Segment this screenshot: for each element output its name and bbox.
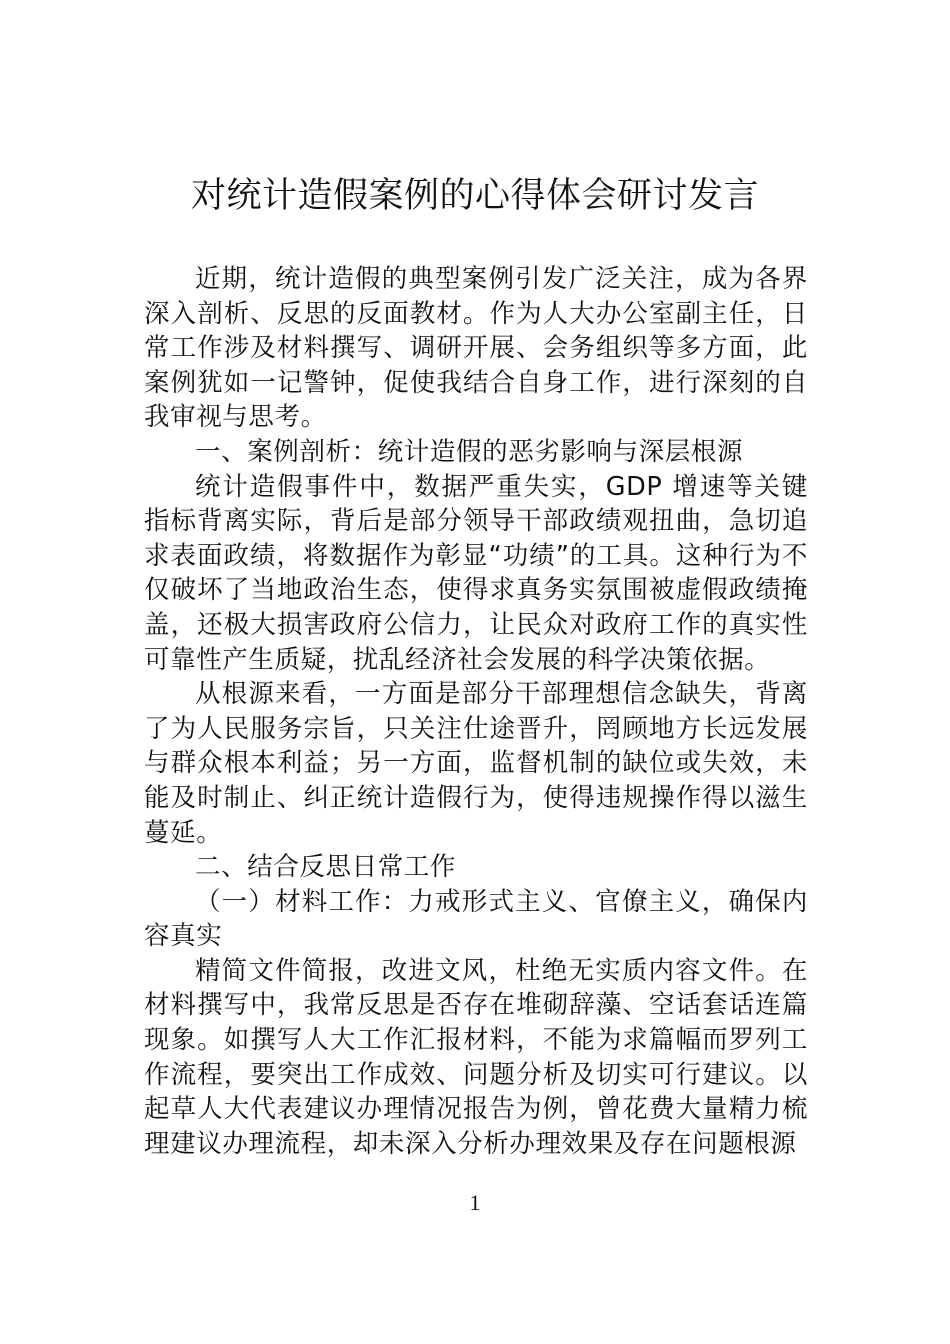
document-title: 对统计造假案例的心得体会研讨发言 [190,176,759,216]
page-number: 1 [469,1190,481,1215]
document-body [144,262,808,1161]
paragraph-intro: 近期，统计造假的典型案例引发广泛关注，成为各界深入剖析、反思的反面教材。作为人大办公室副主任，日常工作涉及材料撰写、调研开展、会务组织等多方面，此案例犹如一记警钟，促使我结合自身工作，进行深刻的自我审视与思考。 [144,264,808,433]
paragraph-case-analysis: 统计造假事件中，数据严重失实，GDP 增速等关键指标背离实际，背后是部分领导干部政绩观扭曲，急切追求表面政绩，将数据作为彰显“功绩”的工具。这种行为不仅破坏了当地政治生态，使得求真务实氛围被虚假政绩掩盖，还极大损害政府公信力，让民众对政府工作的真实性可靠性产生质疑，扰乱经济社会发展的科学决策依据。 [144,471,808,675]
section-heading-2: 二、结合反思日常工作 [195,852,457,883]
subsection-heading-1: （一）材料工作：力戒形式主义、官僚主义，确保内容真实 [144,886,808,952]
paragraph-root-causes: 从根源来看，一方面是部分干部理想信念缺失，背离了为人民服务宗旨，只关注仕途晋升，罔顾地方长远发展与群众根本利益；另一方面，监督机制的缺位或失效，未能及时制止、纠正统计造假行为，使得违规操作得以滋生蔓延。 [144,679,808,848]
section-heading-1: 一、案例剖析：统计造假的恶劣影响与深层根源 [195,436,744,467]
paragraph-material-work: 精简文件简报，改进文风，杜绝无实质内容文件。在材料撰写中，我常反思是否存在堆砌辞藻、空话套话连篇现象。如撰写人大工作汇报材料，不能为求篇幅而罗列工作流程，要突出工作成效、问题分析及切实可行建议。以起草人大代表建议办理情况报告为例，曾花费大量精力梳理建议办理流程，却未深入分析办理效果及存在问题根源 [144,955,808,1159]
